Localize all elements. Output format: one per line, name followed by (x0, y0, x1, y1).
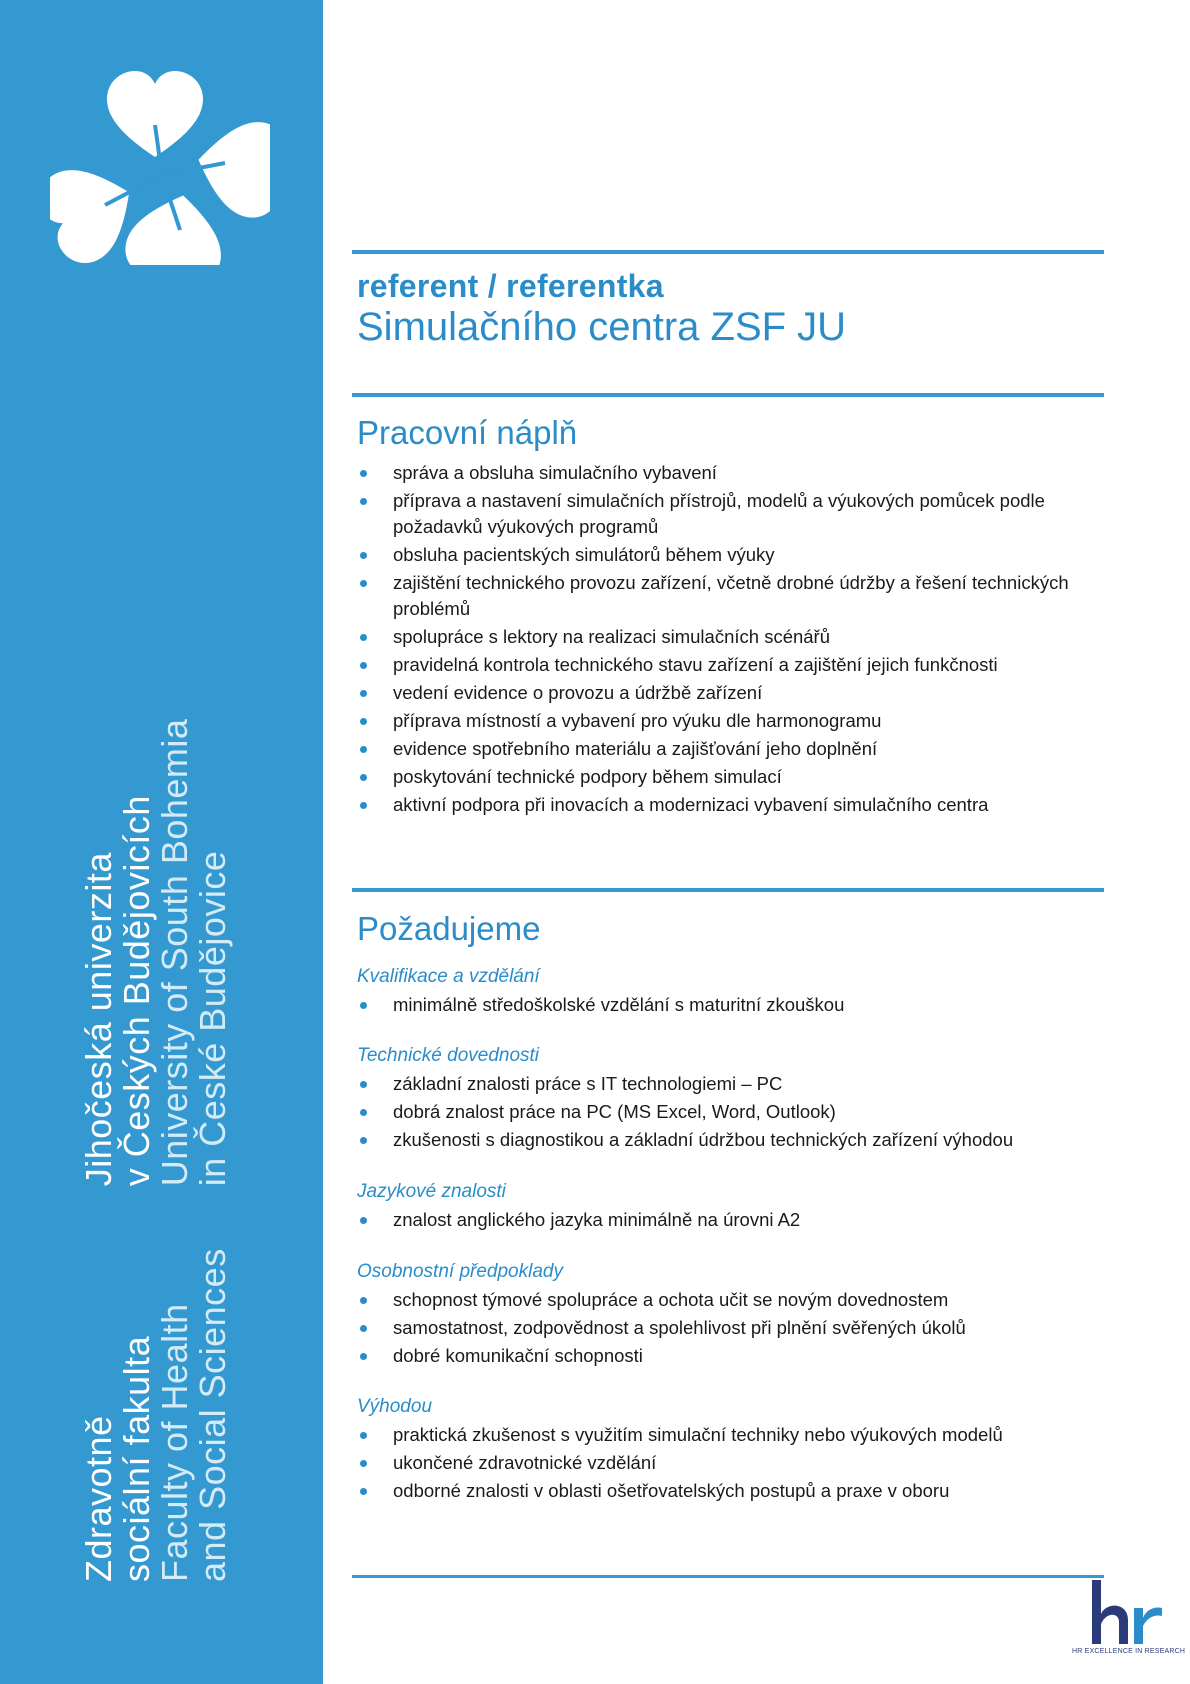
department-title: Simulačního centra ZSF JU (357, 305, 847, 349)
list-item: minimálně středoškolské vzdělání s maturitní zkouškou (357, 992, 1097, 1018)
list-item: zkušenosti s diagnostikou a základní údržbou technických zařízení výhodou (357, 1127, 1097, 1153)
qualification-list (357, 992, 1097, 1020)
language-label: Jazykové znalosti (357, 1181, 506, 1202)
language-list (357, 1207, 1097, 1235)
list-item: spolupráce s lektory na realizaci simulačních scénářů (357, 624, 1097, 650)
duties-list (357, 460, 1097, 820)
list-item: vedení evidence o provozu a údržbě zařízení (357, 680, 1097, 706)
divider-top (352, 250, 1104, 254)
list-item: aktivní podpora při inovacích a modernizaci vybavení simulačního centra (357, 792, 1097, 818)
institution-names (80, 682, 232, 1582)
hr-caption: HR EXCELLENCE IN RESEARCH (1072, 1648, 1186, 1655)
technical-label: Technické dovednosti (357, 1045, 540, 1066)
list-item: odborné znalosti v oblasti ošetřovatelských postupů a praxe v oboru (357, 1478, 1097, 1504)
list-item: samostatnost, zodpovědnost a spolehlivost při plnění svěřených úkolů (357, 1315, 1097, 1341)
faculty-name-cz-2: sociální fakulta (116, 1335, 157, 1582)
list-item: příprava místností a vybavení pro výuku dle harmonogramu (357, 708, 1097, 734)
list-item: znalost anglického jazyka minimálně na úrovni A2 (357, 1207, 1097, 1233)
list-item: dobrá znalost práce na PC (MS Excel, Word, Outlook) (357, 1099, 1097, 1125)
list-item: obsluha pacientských simulátorů během výuky (357, 542, 1097, 568)
advantage-label: Výhodou (357, 1396, 433, 1417)
university-name-en-1: University of South Bohemia (154, 718, 195, 1187)
university-name-en-2: in České Budějovice (192, 850, 233, 1187)
list-item: schopnost týmové spolupráce a ochota učit se novým dovednostem (357, 1287, 1097, 1313)
faculty-name-en-1: Faculty of Health (154, 1303, 195, 1582)
sidebar (0, 0, 323, 1684)
divider-footer (352, 1575, 1104, 1578)
personal-list (357, 1287, 1097, 1371)
university-name-cz-1: Jihočeská univerzita (78, 852, 119, 1187)
list-item: praktická zkušenost s využitím simulační techniky nebo výukových modelů (357, 1422, 1097, 1448)
divider-duties (352, 393, 1104, 397)
faculty-name-en-2: and Social Sciences (192, 1248, 233, 1582)
list-item: pravidelná kontrola technického stavu zařízení a zajištění jejich funkčnosti (357, 652, 1097, 678)
list-item: ukončené zdravotnické vzdělání (357, 1450, 1097, 1476)
technical-list (357, 1071, 1097, 1155)
clover-flower-logo-icon (50, 55, 270, 265)
position-title: referent / referentka (357, 268, 664, 304)
qualification-label: Kvalifikace a vzdělání (357, 966, 540, 987)
list-item: poskytování technické podpory během simulací (357, 764, 1097, 790)
requirements-heading: Požadujeme (357, 910, 541, 947)
divider-requirements (352, 888, 1104, 892)
list-item: dobré komunikační schopnosti (357, 1343, 1097, 1369)
faculty-name-cz-1: Zdravotně (78, 1415, 119, 1582)
list-item: správa a obsluha simulačního vybavení (357, 460, 1097, 486)
list-item: evidence spotřebního materiálu a zajišťování jeho doplnění (357, 736, 1097, 762)
list-item: příprava a nastavení simulačních přístrojů, modelů a výukových pomůcek podle požadavků výukových programů (357, 488, 1097, 540)
advantage-list (357, 1422, 1097, 1506)
duties-heading: Pracovní náplň (357, 414, 578, 451)
list-item: základní znalosti práce s IT technologiemi – PC (357, 1071, 1097, 1097)
university-name-cz-2: v Českých Budějovicích (116, 795, 157, 1187)
list-item: zajištění technického provozu zařízení, včetně drobné údržby a řešení technických problémů (357, 570, 1097, 622)
personal-label: Osobnostní předpoklady (357, 1261, 563, 1282)
